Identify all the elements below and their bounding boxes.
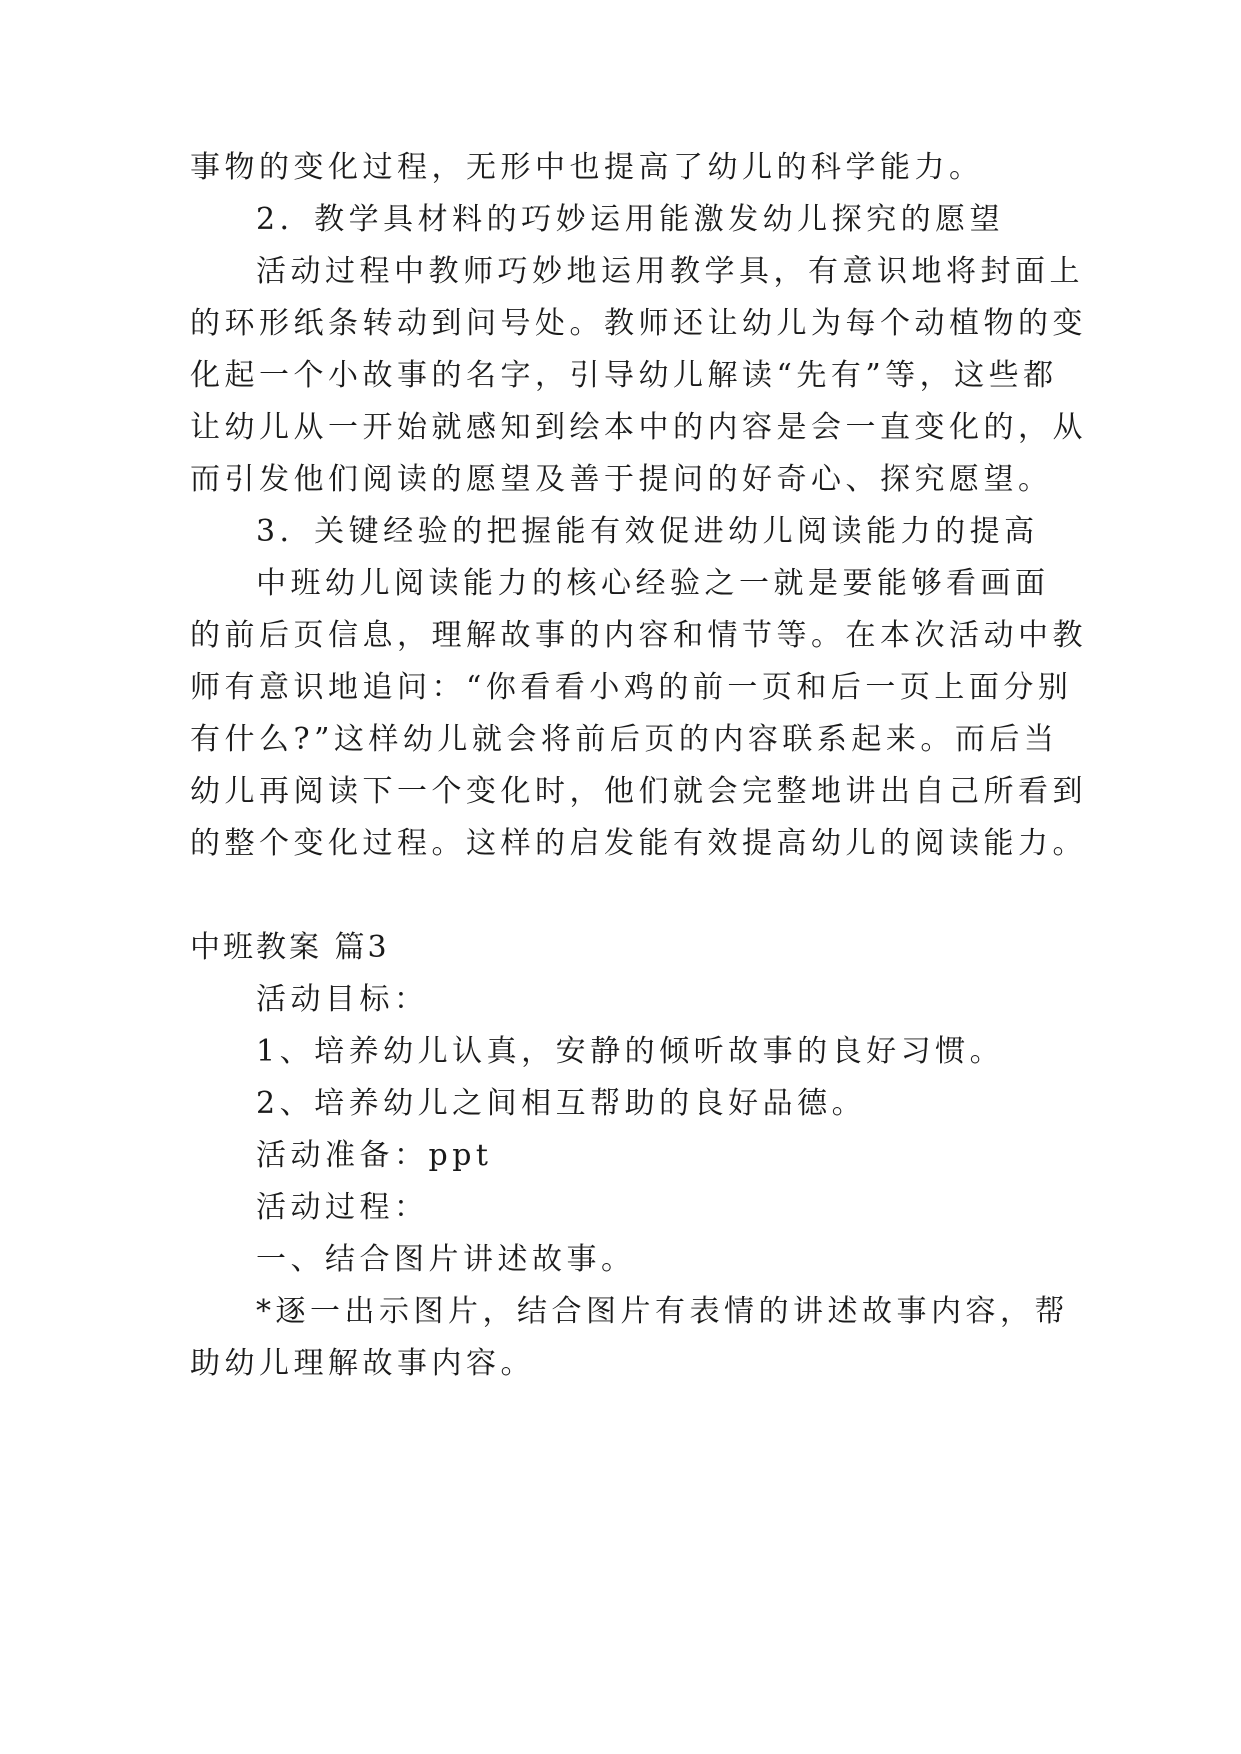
paragraph-line: 的环形纸条转动到问号处。教师还让幼儿为每个动植物的变: [190, 306, 1087, 341]
subheading-2: 2．教学具材料的巧妙运用能激发幼儿探究的愿望: [256, 202, 1005, 237]
paragraph-line: 事物的变化过程，无形中也提高了幼儿的科学能力。: [190, 150, 984, 185]
paragraph-line: 师有意识地追问：“你看看小鸡的前一页和后一页上面分别: [190, 670, 1073, 705]
paragraph-line: 幼儿再阅读下一个变化时，他们就会完整地讲出自己所看到: [190, 774, 1087, 809]
section-line: 助幼儿理解故事内容。: [190, 1346, 535, 1381]
paragraph-line: 让幼儿从一开始就感知到绘本中的内容是会一直变化的，从: [190, 410, 1087, 445]
paragraph-line: 的整个变化过程。这样的启发能有效提高幼儿的阅读能力。: [190, 826, 1087, 861]
section-line: 一、结合图片讲述故事。: [256, 1242, 636, 1277]
section-line: 活动过程：: [256, 1190, 429, 1225]
paragraph-line: 化起一个小故事的名字，引导幼儿解读“先有”等，这些都: [190, 358, 1058, 393]
section-title: 中班教案 篇3: [190, 930, 390, 965]
subheading-3: 3．关键经验的把握能有效促进幼儿阅读能力的提高: [256, 514, 1039, 549]
paragraph-line: 的前后页信息，理解故事的内容和情节等。在本次活动中教: [190, 618, 1087, 653]
section-line: 2、培养幼儿之间相互帮助的良好品德。: [256, 1086, 867, 1121]
paragraph-line: 活动过程中教师巧妙地运用教学具，有意识地将封面上: [256, 254, 1084, 289]
section-line: 1、培养幼儿认真，安静的倾听故事的良好习惯。: [256, 1034, 1005, 1069]
paragraph-line: 有什么?”这样幼儿就会将前后页的内容联系起来。而后当: [190, 722, 1059, 757]
paragraph-line: 中班幼儿阅读能力的核心经验之一就是要能够看画面: [256, 566, 1050, 601]
paragraph-line: 而引发他们阅读的愿望及善于提问的好奇心、探究愿望。: [190, 462, 1053, 497]
section-line: 活动目标：: [256, 982, 429, 1017]
section-line: 活动准备：ppt: [256, 1138, 493, 1173]
section-line: *逐一出示图片，结合图片有表情的讲述故事内容，帮: [256, 1294, 1069, 1329]
